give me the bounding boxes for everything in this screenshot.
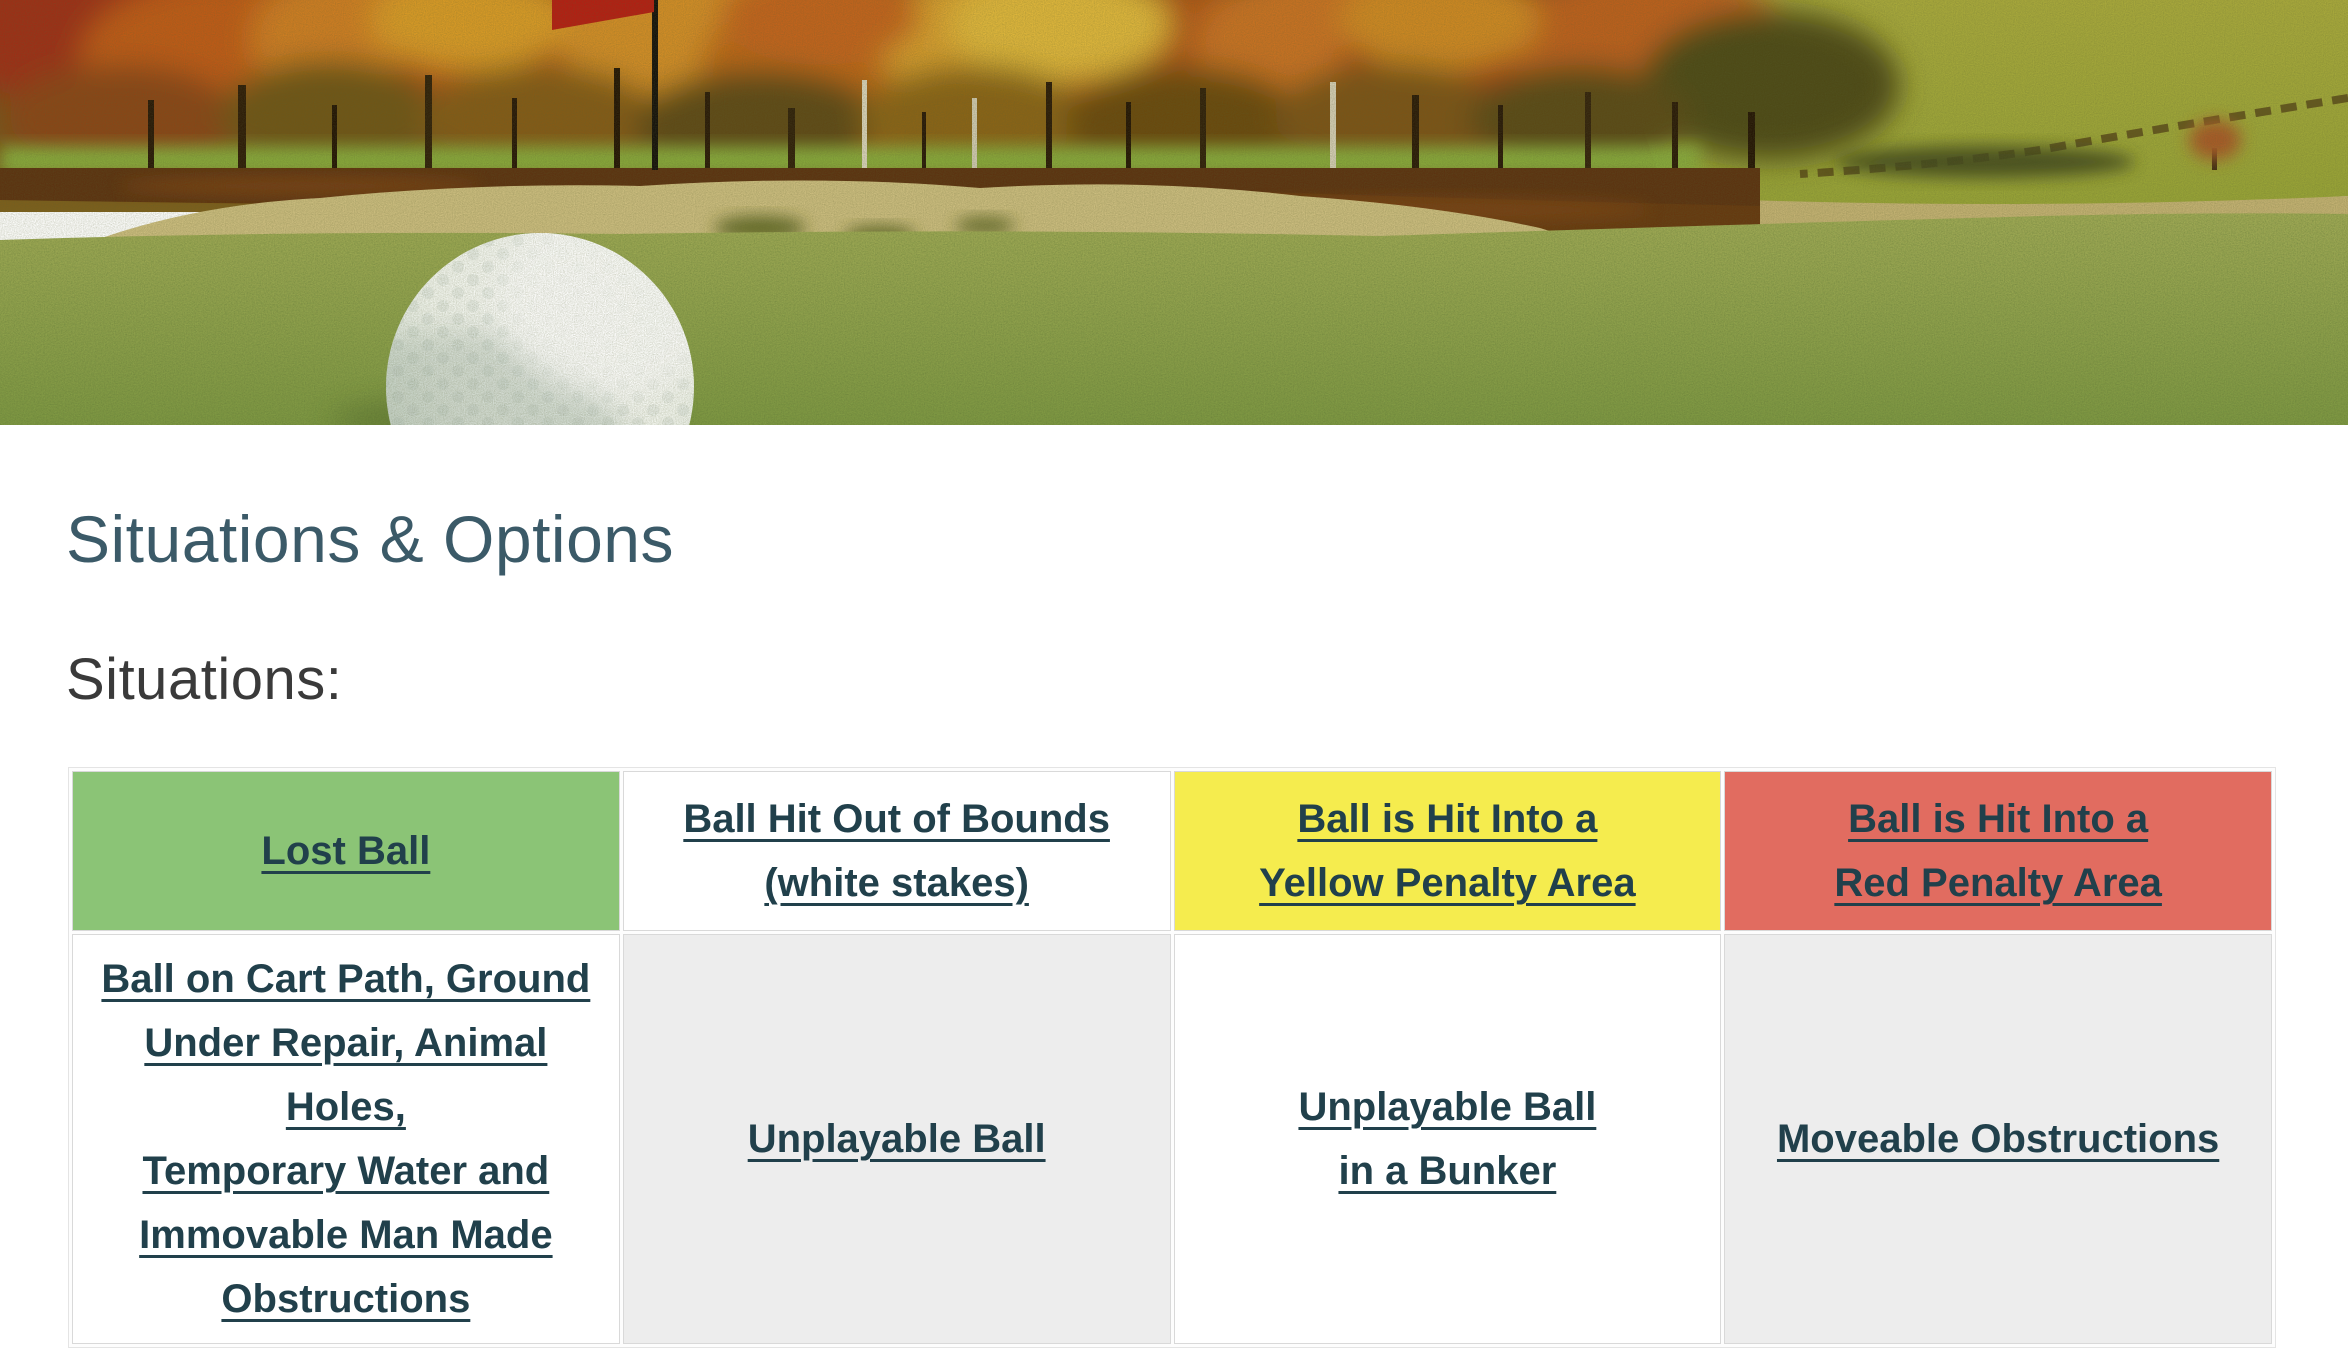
link-cart-path[interactable]: Ball on Cart Path, Ground Under Repair, Animal Holes, Temporary Water and Immovable Man Made Obstructions: [101, 957, 591, 1322]
link-moveable-obstructions[interactable]: Moveable Obstructions: [1776, 1117, 2220, 1162]
cell-cart-path: [72, 934, 620, 1344]
table-row: [72, 771, 2272, 931]
link-yellow-penalty[interactable]: Ball is Hit Into a Yellow Penalty Area: [1259, 797, 1636, 906]
cell-red-penalty: [1724, 771, 2272, 931]
cell-unplayable-bunker: [1174, 934, 1722, 1344]
link-unplayable-ball[interactable]: Unplayable Ball: [747, 1117, 1046, 1162]
photo-grain: [0, 0, 2348, 425]
cell-out-of-bounds: [623, 771, 1171, 931]
link-unplayable-bunker[interactable]: Unplayable Ball in a Bunker: [1298, 1085, 1597, 1194]
main-content: [0, 503, 2348, 1348]
link-lost-ball[interactable]: Lost Ball: [261, 829, 431, 874]
section-heading: Situations:: [66, 646, 343, 712]
cell-unplayable-ball: [623, 934, 1171, 1344]
table-row: [72, 934, 2272, 1344]
link-red-penalty[interactable]: Ball is Hit Into a Red Penalty Area: [1834, 797, 2162, 906]
cell-lost-ball: [72, 771, 620, 931]
link-out-of-bounds[interactable]: Ball Hit Out of Bounds (white stakes): [683, 797, 1110, 906]
page-title: Situations & Options: [66, 502, 674, 576]
situations-table: [68, 767, 2276, 1348]
header-image: [0, 0, 2348, 425]
cell-yellow-penalty: [1174, 771, 1722, 931]
cell-moveable-obstructions: [1724, 934, 2272, 1344]
